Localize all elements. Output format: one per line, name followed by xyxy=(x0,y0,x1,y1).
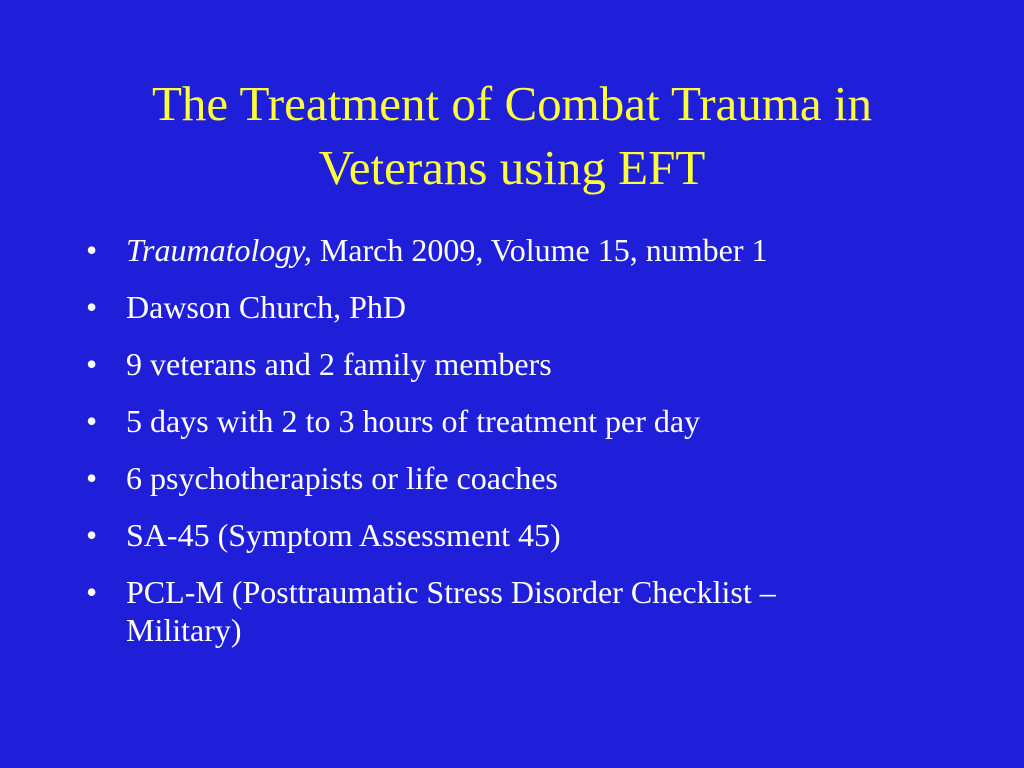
bullet-dot: • xyxy=(86,403,98,439)
bullet-text: SA-45 (Symptom Assessment 45) xyxy=(126,517,561,553)
slide-title xyxy=(60,72,964,200)
title-line-2: Veterans using EFT xyxy=(318,140,706,195)
bullet-text-line-2: Military) xyxy=(126,612,242,648)
bullet-item-duration xyxy=(86,402,966,440)
bullet-dot: • xyxy=(86,232,98,268)
bullet-item-journal xyxy=(86,231,966,269)
bullet-text: 9 veterans and 2 family members xyxy=(126,346,552,382)
bullet-text: 5 days with 2 to 3 hours of treatment per day xyxy=(126,403,701,439)
bullet-item-practitioners xyxy=(86,459,966,497)
bullet-item-author xyxy=(86,288,966,326)
bullet-text: 6 psychotherapists or life coaches xyxy=(126,460,558,496)
bullet-item-sa45 xyxy=(86,516,966,554)
bullet-dot: • xyxy=(86,346,98,382)
bullet-text xyxy=(126,573,966,649)
bullet-dot: • xyxy=(86,460,98,496)
bullet-item-pclm xyxy=(86,573,966,649)
journal-details: March 2009, Volume 15, number 1 xyxy=(311,232,768,268)
bullet-text: Dawson Church, PhD xyxy=(126,289,406,325)
bullet-list xyxy=(86,231,966,668)
bullet-text-line-1: PCL-M (Posttraumatic Stress Disorder Checklist – xyxy=(126,574,776,610)
bullet-dot: • xyxy=(86,574,98,610)
journal-name: Traumatology, xyxy=(126,232,312,268)
bullet-dot: • xyxy=(86,517,98,553)
bullet-item-participants xyxy=(86,345,966,383)
title-line-1: The Treatment of Combat Trauma in xyxy=(152,76,872,131)
bullet-dot: • xyxy=(86,289,98,325)
